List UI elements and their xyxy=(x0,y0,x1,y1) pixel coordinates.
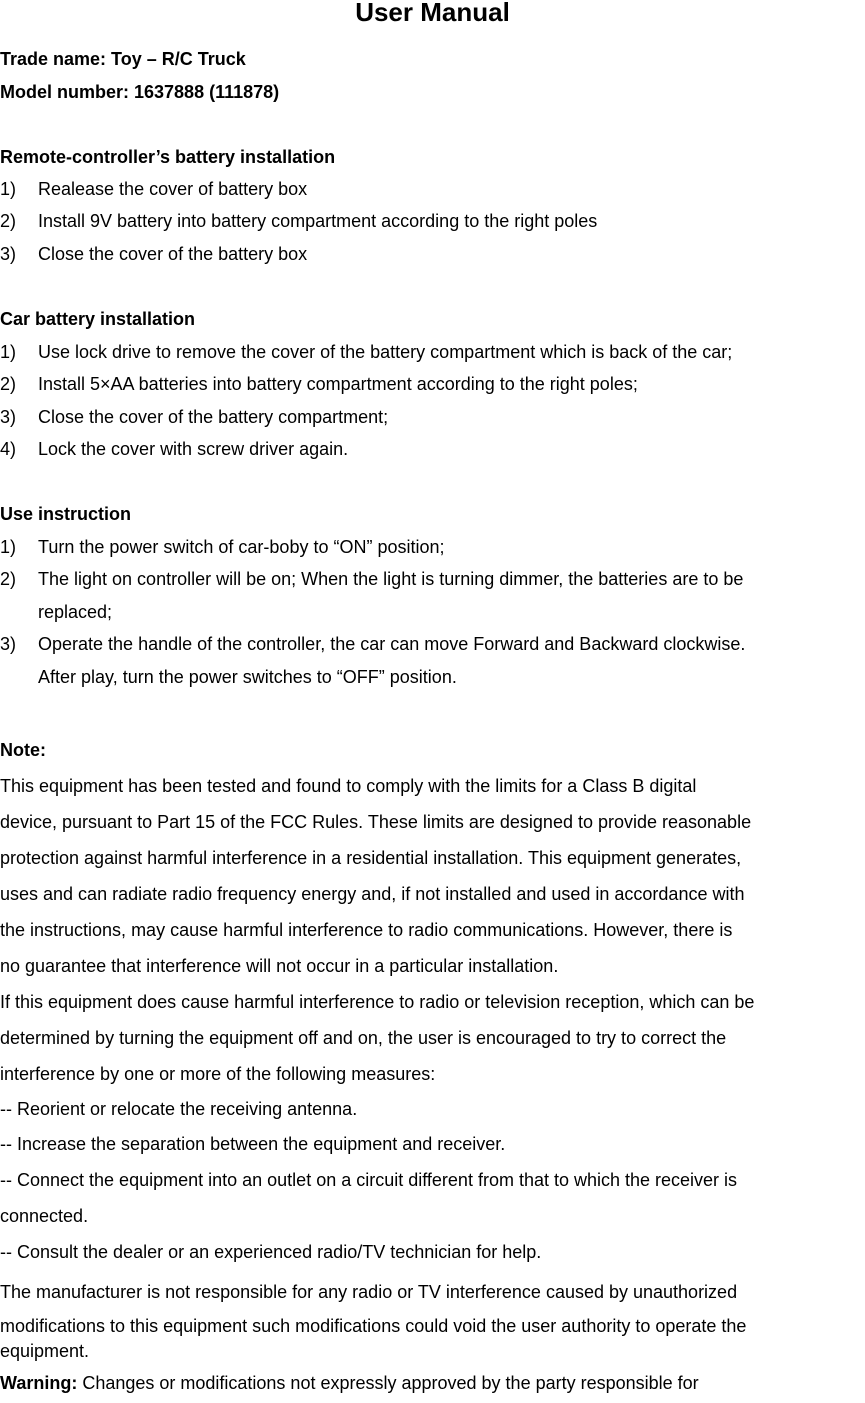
note-paragraph-line: protection against harmful interference in a residential installation. This equipment generates, xyxy=(0,848,742,868)
note-heading: Note: xyxy=(0,740,46,760)
list-item-text: Operate the handle of the controller, the car can move Forward and Backward clockwise. xyxy=(38,634,746,654)
note-paragraph-line: uses and can radiate radio frequency energy and, if not installed and used in accordance with xyxy=(0,884,745,904)
document-title: User Manual xyxy=(355,0,510,27)
note-paragraph-line: the instructions, may cause harmful interference to radio communications. However, there is xyxy=(0,920,733,940)
note-paragraph-line: device, pursuant to Part 15 of the FCC Rules. These limits are designed to provide reasonable xyxy=(0,812,752,832)
list-item-text: Install 5×AA batteries into battery compartment according to the right poles; xyxy=(38,374,638,394)
warning-label: Warning: xyxy=(0,1373,78,1393)
note-paragraph-line: If this equipment does cause harmful interference to radio or television reception, which can be xyxy=(0,992,755,1012)
list-item-text-continued: replaced; xyxy=(38,602,113,622)
list-item-number: 2) xyxy=(0,211,17,231)
list-item-text: Close the cover of the battery box xyxy=(38,244,308,264)
trade-name: Trade name: Toy – R/C Truck xyxy=(0,49,246,69)
car-battery-heading: Car battery installation xyxy=(0,309,196,329)
list-item-text: The light on controller will be on; When the light is turning dimmer, the batteries are to be xyxy=(38,569,744,589)
warning-line xyxy=(0,1373,699,1394)
list-item-number: 3) xyxy=(0,244,17,264)
note-paragraph-line: This equipment has been tested and found to comply with the limits for a Class B digital xyxy=(0,776,697,796)
list-item-number: 4) xyxy=(0,439,17,459)
note-paragraph-line: interference by one or more of the following measures: xyxy=(0,1064,436,1084)
measure-item: -- Reorient or relocate the receiving antenna. xyxy=(0,1099,358,1119)
remote-battery-heading: Remote-controller’s battery installation xyxy=(0,147,336,167)
measure-item-continued: connected. xyxy=(0,1206,89,1226)
list-item-text: Realease the cover of battery box xyxy=(38,179,308,199)
list-item-text: Install 9V battery into battery compartment according to the right poles xyxy=(38,211,598,231)
use-instruction-heading: Use instruction xyxy=(0,504,132,524)
note-paragraph-line: no guarantee that interference will not occur in a particular installation. xyxy=(0,956,559,976)
disclaimer-line: modifications to this equipment such modifications could void the user authority to operate the xyxy=(0,1316,747,1336)
measure-item: -- Connect the equipment into an outlet on a circuit different from that to which the receiver is xyxy=(0,1170,738,1190)
list-item-number: 1) xyxy=(0,342,17,362)
measure-item: -- Increase the separation between the equipment and receiver. xyxy=(0,1134,506,1154)
list-item-text-continued: After play, turn the power switches to “OFF” position. xyxy=(38,667,457,687)
measure-item: -- Consult the dealer or an experienced radio/TV technician for help. xyxy=(0,1242,542,1262)
list-item-number: 2) xyxy=(0,569,17,589)
list-item-text: Close the cover of the battery compartment; xyxy=(38,407,389,427)
list-item-text: Turn the power switch of car-boby to “ON” position; xyxy=(38,537,445,557)
disclaimer-line: The manufacturer is not responsible for any radio or TV interference caused by unauthorized xyxy=(0,1282,738,1302)
list-item-number: 3) xyxy=(0,634,17,654)
warning-text: Changes or modifications not expressly approved by the party responsible for xyxy=(77,1373,699,1393)
disclaimer-line: equipment. xyxy=(0,1341,90,1361)
list-item-number: 2) xyxy=(0,374,17,394)
list-item-number: 3) xyxy=(0,407,17,427)
list-item-text: Lock the cover with screw driver again. xyxy=(38,439,349,459)
list-item-number: 1) xyxy=(0,537,17,557)
note-paragraph-line: determined by turning the equipment off and on, the user is encouraged to try to correct the xyxy=(0,1028,727,1048)
model-number: Model number: 1637888 (111878) xyxy=(0,82,280,102)
list-item-number: 1) xyxy=(0,179,17,199)
list-item-text: Use lock drive to remove the cover of the battery compartment which is back of the car; xyxy=(38,342,733,362)
